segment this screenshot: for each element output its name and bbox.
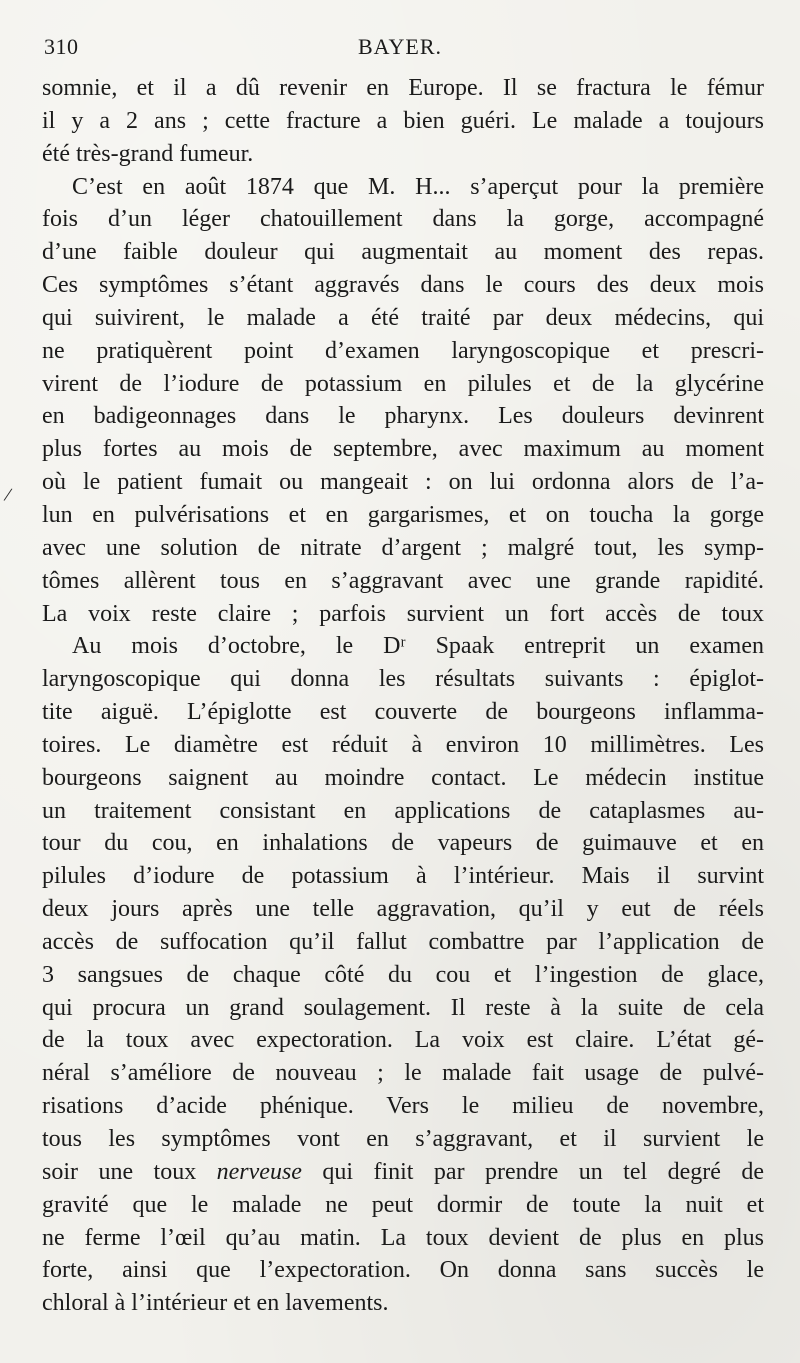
text-line: ne pratiquèrent point d’examen laryngoscopique et prescri-: [42, 337, 764, 364]
text-line: plus fortes au mois de septembre, avec maximum au moment: [42, 436, 764, 463]
text-line: tômes allèrent tous en s’aggravant avec une grande rapidité.: [42, 567, 764, 594]
text-line: C’est en août 1874 que M. H... s’aperçut pour la première: [72, 173, 764, 200]
text-line: Ces symptômes s’étant aggravés dans le cours des deux mois: [42, 272, 764, 299]
text-line: 3 sangsues de chaque côté du cou et l’ingestion de glace,: [42, 961, 764, 988]
text-line: où le patient fumait ou mangeait : on lui ordonna alors de l’a-: [42, 469, 764, 496]
text-line: Au mois d’octobre, le Dʳ Spaak entreprit un examen: [72, 633, 764, 660]
page-number: 310: [44, 34, 79, 59]
text-line: soir une toux nerveuse qui finit par prendre un tel degré de: [42, 1158, 764, 1185]
text-line: virent de l’iodure de potassium en pilules et de la glycérine: [42, 370, 764, 397]
margin-pencil-mark: /: [2, 483, 14, 507]
text-line: gravité que le malade ne peut dormir de toute la nuit et: [42, 1191, 764, 1218]
text-line: qui suivirent, le malade a été traité par deux médecins, qui: [42, 304, 764, 331]
text-line: toires. Le diamètre est réduit à environ 10 millimètres. Les: [42, 731, 764, 758]
text-line: tite aiguë. L’épiglotte est couverte de bourgeons inflamma-: [42, 699, 764, 726]
running-head: BAYER.: [357, 34, 443, 59]
text-line: chloral à l’intérieur et en lavements.: [42, 1290, 389, 1317]
text-line: d’une faible douleur qui augmentait au moment des repas.: [42, 239, 764, 266]
text-line: accès de suffocation qu’il fallut combattre par l’application de: [42, 928, 764, 955]
text-line: en badigeonnages dans le pharynx. Les douleurs devinrent: [42, 403, 764, 430]
text-line: bourgeons saignent au moindre contact. Le médecin institue: [42, 764, 764, 791]
text-line: qui procura un grand soulagement. Il reste à la suite de cela: [42, 994, 764, 1021]
text-line: tour du cou, en inhalations de vapeurs de guimauve et en: [42, 830, 764, 857]
text-line: tous les symptômes vont en s’aggravant, et il survient le: [42, 1126, 764, 1152]
text-line: été très-grand fumeur.: [42, 140, 254, 167]
text-line: un traitement consistant en applications de cataplasmes au-: [42, 797, 764, 824]
text-line: lun en pulvérisations et en gargarismes, et on toucha la gorge: [42, 501, 764, 528]
text-line: néral s’améliore de nouveau ; le malade fait usage de pulvé-: [42, 1060, 764, 1087]
text-line: La voix reste claire ; parfois survient un fort accès de toux: [42, 600, 764, 627]
text-line: deux jours après une telle aggravation, qu’il y eut de réels: [42, 896, 764, 923]
body-text: [42, 72, 764, 1320]
text-line: avec une solution de nitrate d’argent ; malgré tout, les symp-: [42, 534, 764, 561]
text-line: de la toux avec expectoration. La voix est claire. L’état gé-: [42, 1027, 764, 1054]
text-line: risations d’acide phénique. Vers le milieu de novembre,: [42, 1093, 764, 1120]
text-line: laryngoscopique qui donna les résultats suivants : épiglot-: [42, 666, 764, 693]
text-line: fois d’un léger chatouillement dans la gorge, accompagné: [42, 206, 764, 233]
text-line: somnie, et il a dû revenir en Europe. Il se fractura le fémur: [42, 75, 764, 101]
text-line: ne ferme l’œil qu’au matin. La toux devient de plus en plus: [42, 1224, 764, 1251]
text-line: forte, ainsi que l’expectoration. On donna sans succès le: [42, 1257, 764, 1284]
italic-word: nerveuse: [216, 1158, 302, 1185]
text-line: il y a 2 ans ; cette fracture a bien guéri. Le malade a toujours: [42, 107, 764, 134]
page-header: [44, 30, 756, 66]
text-line: pilules d’iodure de potassium à l’intérieur. Mais il survint: [42, 863, 764, 890]
